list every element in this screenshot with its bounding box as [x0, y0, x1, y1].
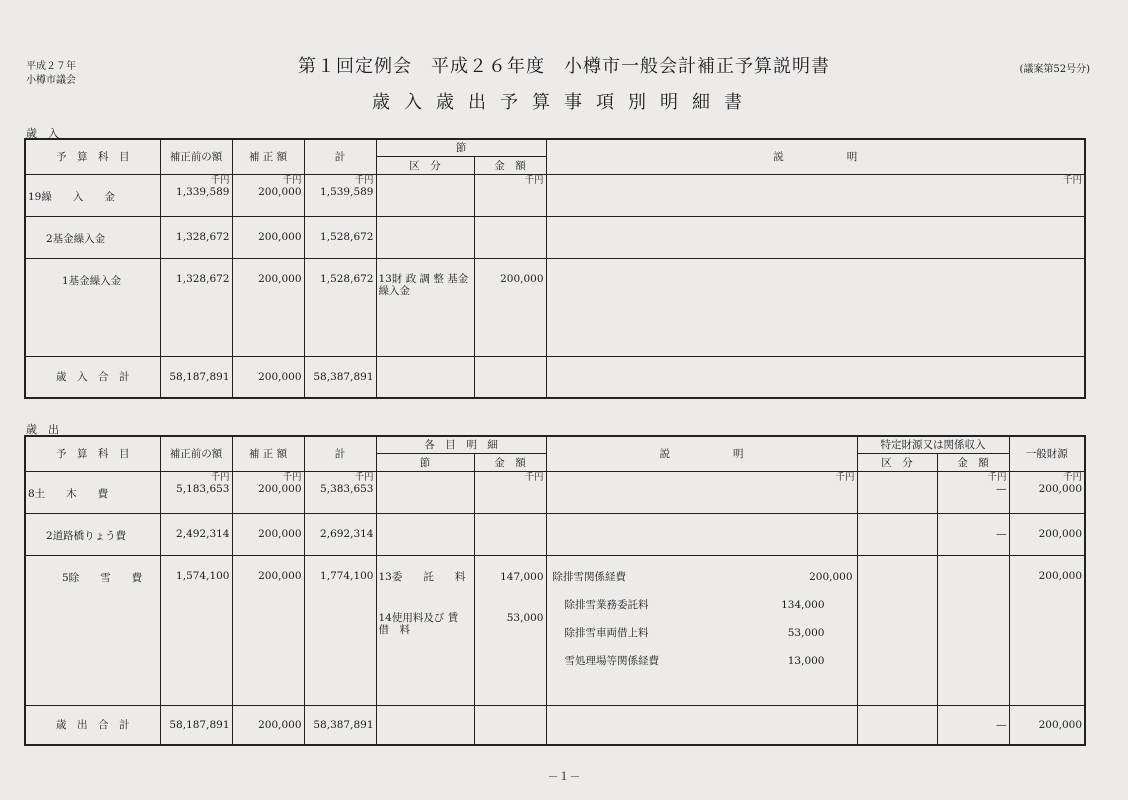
rev-header-setsumei: 説 明	[546, 139, 1085, 174]
exp-header-amount: 補 正 額	[232, 436, 304, 471]
exp-header-total: 計	[304, 436, 376, 471]
unit-label: 千円	[210, 174, 230, 186]
rev-header-amount: 補 正 額	[232, 139, 304, 174]
unit-label: 千円	[354, 471, 374, 483]
header-date-line1: 平成２７年	[26, 61, 76, 72]
document-subtitle: 歳入歳出予算事項別明細書	[372, 92, 756, 113]
exp-header-before: 補正前の額	[160, 436, 232, 471]
exp-header-kubun: 区 分	[857, 453, 937, 471]
exp-header-tokutei-kingaku: 金 額	[937, 453, 1009, 471]
exp-row1-total: 5,383,653	[320, 482, 374, 495]
rev-header-total: 計	[304, 139, 376, 174]
rev-row2-total: 1,528,672	[304, 216, 376, 258]
exp-total-tokutei-dash: —	[937, 705, 1009, 745]
exp-row1-amount: 200,000	[258, 482, 302, 495]
exp-total-amount: 200,000	[232, 705, 304, 745]
exp-total-before: 58,187,891	[160, 705, 232, 745]
rev-row2-before: 1,328,672	[160, 216, 232, 258]
revenue-section-label: 歳 入	[26, 127, 59, 140]
exp-header-kingaku: 金 額	[474, 453, 546, 471]
detail-value: 13,000	[787, 654, 825, 667]
detail-line	[549, 570, 853, 584]
table-row	[25, 216, 1085, 258]
table-row	[25, 174, 1085, 216]
rev-header-kingaku: 金 額	[474, 156, 546, 174]
setsu-item-amount: 147,000	[500, 570, 544, 583]
exp-row3-setsu-kingaku	[474, 555, 546, 705]
setsu-item-amount: 53,000	[506, 611, 544, 624]
unit-label: 千円	[1062, 174, 1082, 186]
detail-label: 除排雪車両借上料	[564, 626, 649, 639]
rev-total-item: 歳 入 合 計	[25, 356, 160, 398]
detail-value: 134,000	[781, 598, 825, 611]
table-row	[25, 471, 1085, 513]
document-title: 第１回定例会 平成２６年度 小樽市一般会計補正予算説明書	[298, 56, 830, 77]
detail-line	[549, 598, 853, 612]
rev-header-setsu: 節	[376, 139, 546, 156]
rev-header-kubun: 区 分	[376, 156, 474, 174]
exp-total-item: 歳 出 合 計	[25, 705, 160, 745]
header-date-line2: 小樽市議会	[26, 75, 76, 86]
rev-total-amount: 200,000	[232, 356, 304, 398]
setsu-item-name: 13委 託 料	[378, 570, 466, 583]
rev-row1-item: 19繰 入 金	[25, 174, 160, 216]
rev-row3-total: 1,528,672	[304, 258, 376, 356]
exp-row2-ippan: 200,000	[1009, 513, 1085, 555]
exp-row3-total: 1,774,100	[304, 555, 376, 705]
exp-header-kakumoku: 各 目 明 細	[376, 436, 546, 453]
exp-header-setsumei: 説 明	[546, 436, 857, 471]
detail-label: 除排雪業務委託料	[564, 598, 649, 611]
revenue-table	[24, 138, 1086, 399]
table-row	[25, 356, 1085, 398]
rev-row1-amount: 200,000	[258, 185, 302, 198]
detail-label: 雪処理場等関係経費	[564, 654, 659, 667]
unit-label: 千円	[210, 471, 230, 483]
exp-row1-before: 5,183,653	[176, 482, 230, 495]
exp-row1-tokutei-dash: —	[996, 482, 1007, 495]
rev-row2-item: 2基金繰入金	[25, 216, 160, 258]
setsu-item-name: 14使用料及び 賃 借 料	[378, 611, 469, 636]
rev-row3-item: 1基金繰入金	[25, 258, 160, 356]
detail-line	[549, 654, 853, 668]
table-row	[25, 705, 1085, 745]
exp-row1-item: 8土 木 費	[25, 471, 160, 513]
unit-label: 千円	[282, 471, 302, 483]
expenditure-table	[24, 435, 1086, 746]
exp-header-tokutei: 特定財源又は関係収入	[857, 436, 1009, 453]
rev-row2-amount: 200,000	[232, 216, 304, 258]
rev-row3-before: 1,328,672	[160, 258, 232, 356]
detail-label: 除排雪関係経費	[552, 570, 626, 583]
detail-value: 200,000	[809, 570, 853, 583]
rev-total-before: 58,187,891	[160, 356, 232, 398]
exp-header-ippan: 一般財源	[1009, 436, 1085, 471]
exp-row3-before: 1,574,100	[160, 555, 232, 705]
detail-value: 53,000	[787, 626, 825, 639]
exp-row2-item: 2道路橋りょう費	[25, 513, 160, 555]
table-row	[25, 513, 1085, 555]
exp-row2-total: 2,692,314	[304, 513, 376, 555]
exp-row3-item: 5除 雪 費	[25, 555, 160, 705]
unit-label: 千円	[282, 174, 302, 186]
exp-header-setsu: 節	[376, 453, 474, 471]
rev-total-total: 58,387,891	[304, 356, 376, 398]
rev-header-before: 補正前の額	[160, 139, 232, 174]
exp-total-ippan: 200,000	[1009, 705, 1085, 745]
exp-row2-amount: 200,000	[232, 513, 304, 555]
exp-row3-ippan: 200,000	[1009, 555, 1085, 705]
exp-row2-before: 2,492,314	[160, 513, 232, 555]
unit-label: 千円	[354, 174, 374, 186]
detail-line	[549, 626, 853, 640]
page-number: －１－	[547, 770, 581, 783]
table-row	[25, 555, 1085, 705]
exp-row3-setsumei	[546, 555, 857, 705]
exp-row1-ippan: 200,000	[1038, 482, 1082, 495]
table-row	[25, 258, 1085, 356]
unit-label: 千円	[524, 471, 544, 483]
exp-total-total: 58,387,891	[304, 705, 376, 745]
exp-row2-tokutei-dash: —	[937, 513, 1009, 555]
rev-header-item: 予 算 科 目	[25, 139, 160, 174]
exp-header-item: 予 算 科 目	[25, 436, 160, 471]
unit-label: 千円	[835, 471, 855, 483]
rev-row3-setsu-kingaku: 200,000	[474, 258, 546, 356]
exp-row3-setsu	[376, 555, 474, 705]
expenditure-section-label: 歳 出	[26, 423, 59, 436]
rev-row3-amount: 200,000	[232, 258, 304, 356]
rev-row1-before: 1,339,589	[176, 185, 230, 198]
unit-label: 千円	[524, 174, 544, 186]
rev-row1-total: 1,539,589	[320, 185, 374, 198]
bill-number: (議案第52号分)	[1019, 64, 1090, 75]
unit-label: 千円	[987, 471, 1007, 483]
rev-row3-setsu-kubun: 13財 政 調 整 基金繰入金	[376, 258, 474, 356]
unit-label: 千円	[1062, 471, 1082, 483]
exp-row3-amount: 200,000	[232, 555, 304, 705]
